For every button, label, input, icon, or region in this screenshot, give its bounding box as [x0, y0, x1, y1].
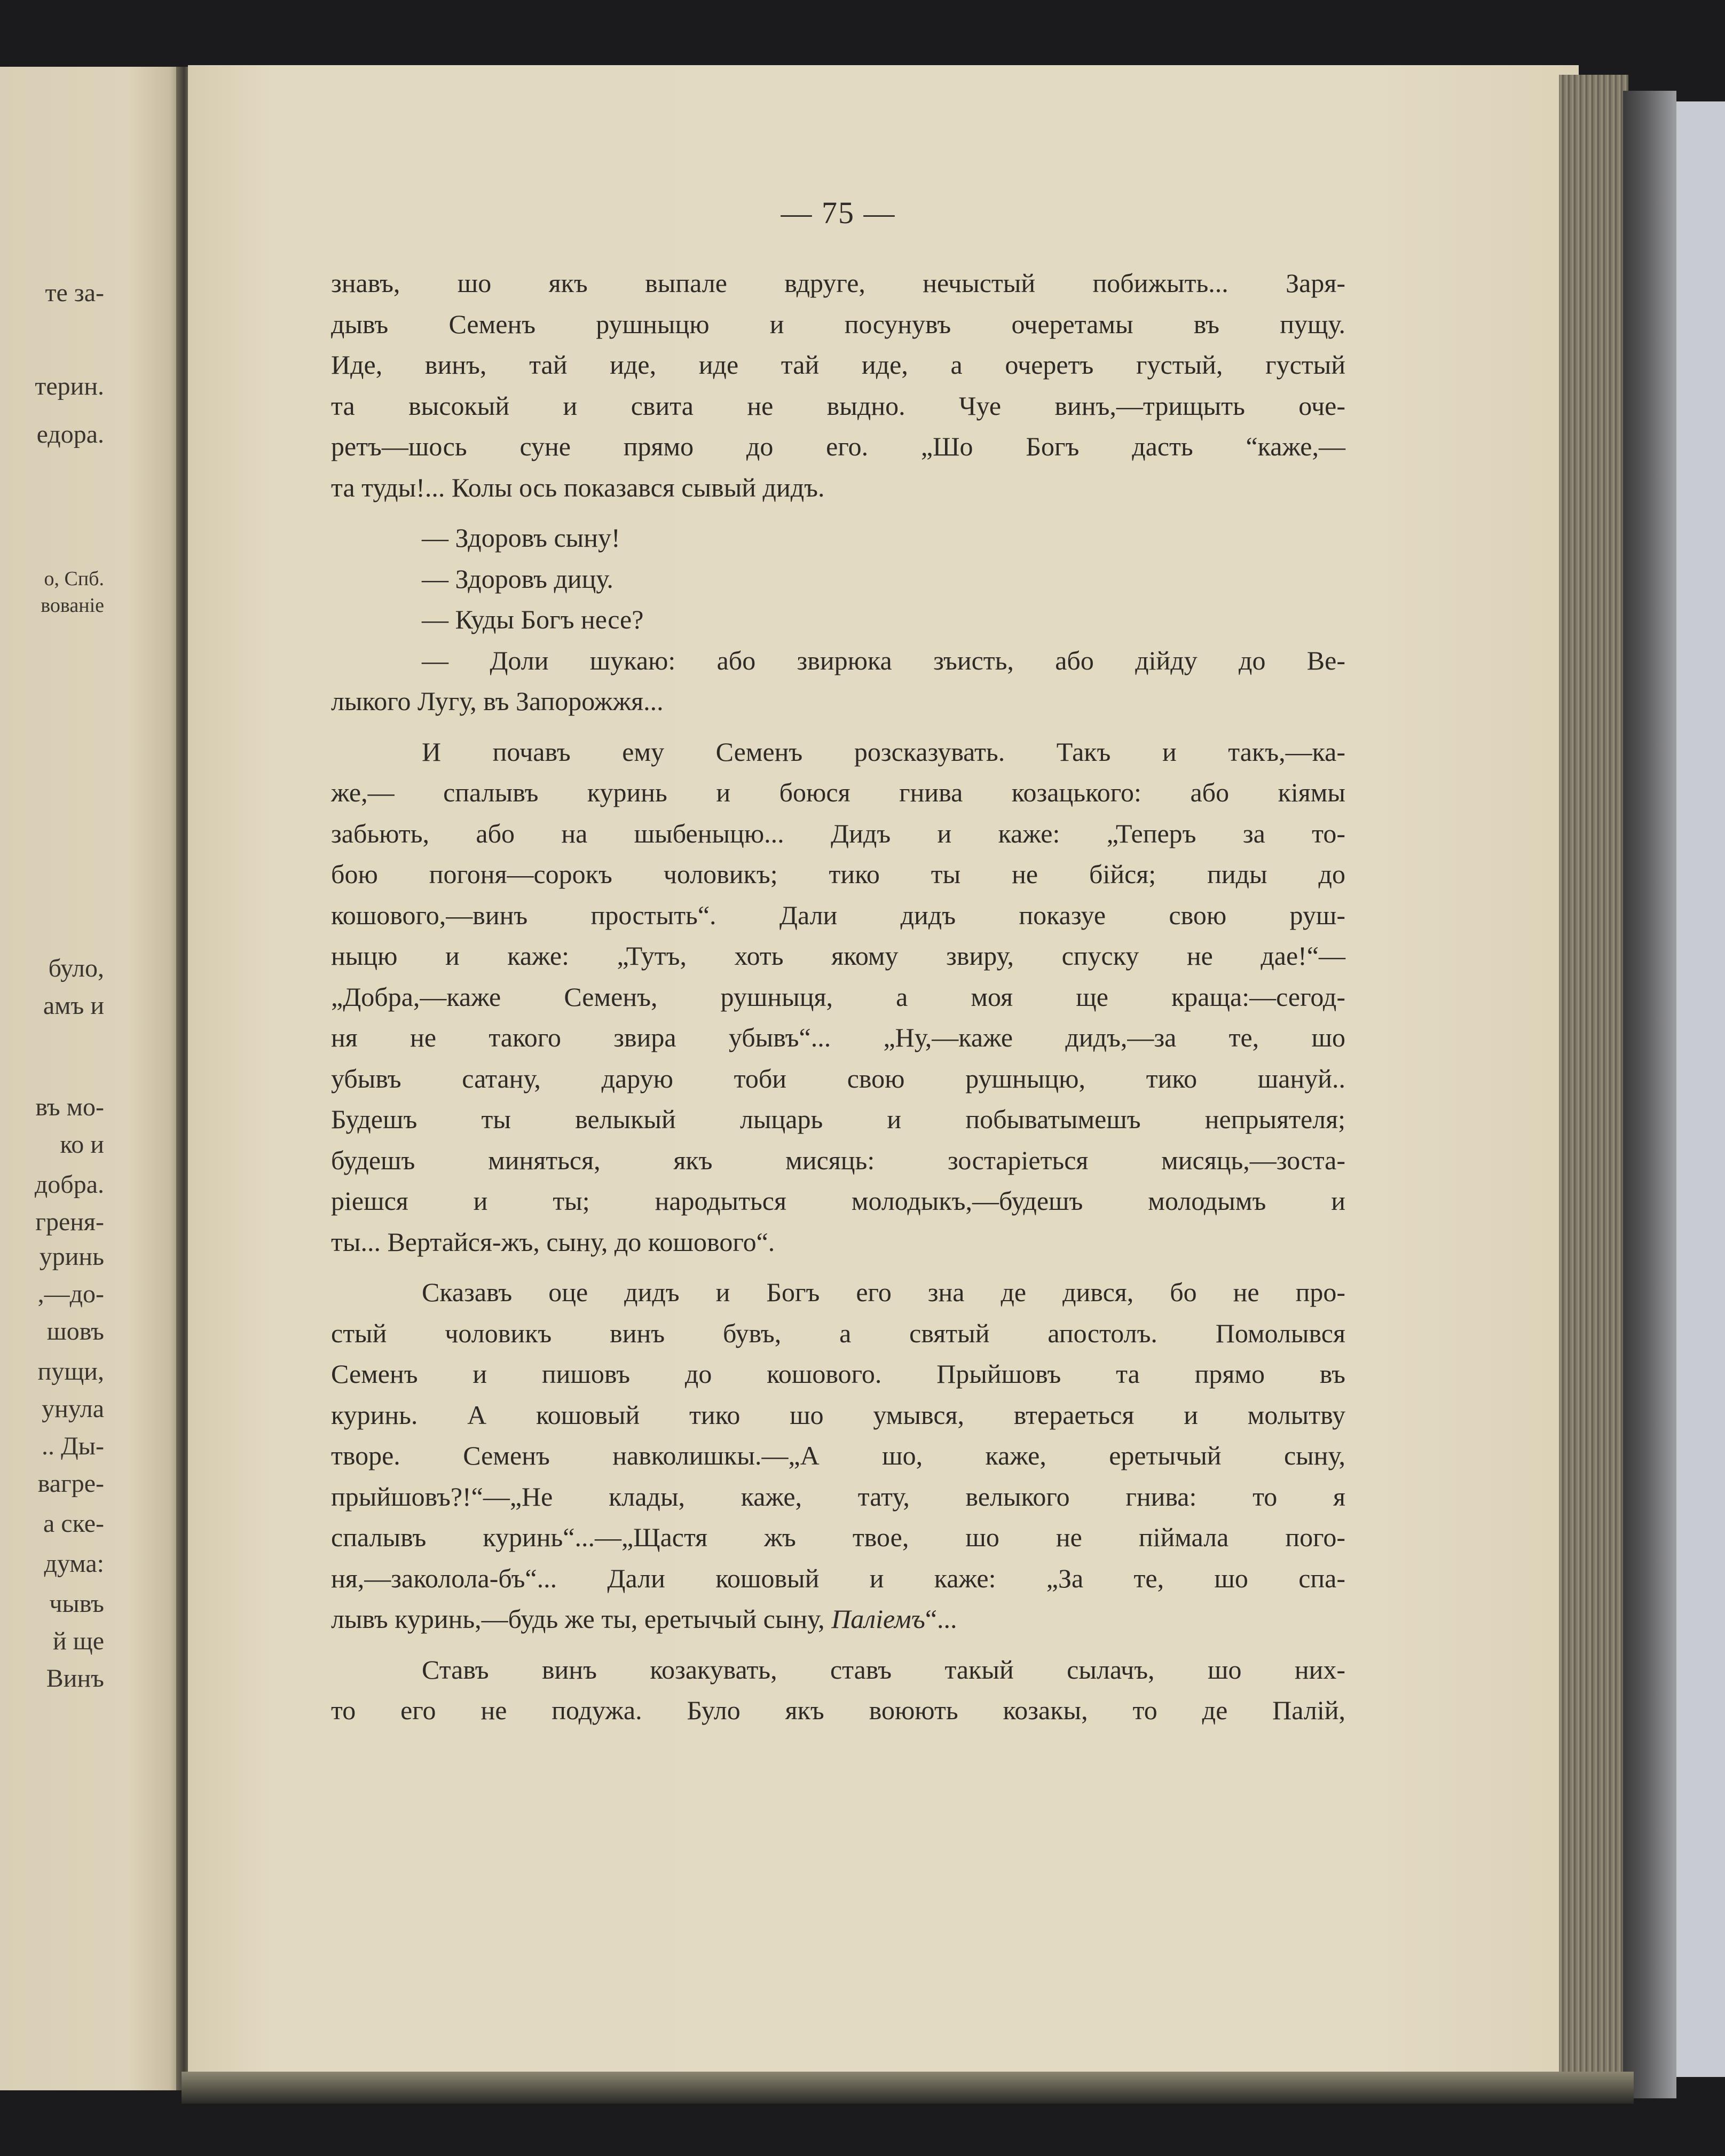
text-line: Семенъ и пишовъ до кошового. Прыйшовъ та прямо въ	[331, 1359, 1345, 1389]
left-page-fragment: едора.	[36, 420, 104, 448]
left-page-fragment: дума:	[44, 1549, 104, 1578]
text-line: ретъ—шось суне прямо до его. „Шо Богъ дасть “каже,—	[331, 431, 1345, 461]
text-line: ня не такого звира убывъ“... „Ну,—каже дидъ,—за те, шо	[331, 1022, 1345, 1052]
text-line: убывъ сатану, дарую тоби свою рушныцю, тико шануй..	[331, 1063, 1345, 1093]
left-page-fragment: те за-	[45, 279, 104, 307]
text-line: спалывъ куринь“...—„Щастя жъ твое, шо не піймала пого-	[331, 1522, 1345, 1552]
left-page-fragment: чывъ	[49, 1590, 104, 1618]
text-line: прыйшовъ?!“—„Не клады, каже, тату, велыкого гнива: то я	[331, 1481, 1345, 1512]
left-page-fragment: а ске-	[43, 1509, 104, 1538]
bottom-page-edge	[182, 2072, 1634, 2104]
text-line: лыкого Лугу, въ Запорожжя...	[331, 686, 664, 716]
left-page-fragment: шовъ	[46, 1317, 104, 1345]
left-facing-page	[0, 67, 184, 2090]
text-line: ня,—заколола-бъ“... Дали кошовый и каже: „За те, шо спа-	[331, 1563, 1345, 1593]
text-line: та туды!... Колы ось показався сывый дидъ.	[331, 472, 825, 502]
text-line: ныцю и каже: „Тутъ, хоть якому звиру, спуску не дае!“—	[331, 941, 1345, 971]
text-line: та высокый и свита не выдно. Чуе винъ,—трищыть оче-	[331, 390, 1345, 421]
italic-name: Паліемъ	[831, 1604, 925, 1634]
left-page-fragment: добра.	[34, 1170, 104, 1199]
left-page-fragment: вагре-	[37, 1469, 104, 1498]
text-line: забьють, або на шыбеныцю... Дидъ и каже: „Теперъ за то-	[331, 818, 1345, 848]
left-page-fragment: терин.	[35, 372, 104, 400]
left-page-fragment: амъ и	[43, 992, 104, 1020]
paragraph-gap	[331, 1262, 1345, 1272]
text-line: то его не подужа. Було якъ воюють козакы, то де Палій,	[331, 1695, 1345, 1725]
text-line: ты... Вертайся-жъ, сыну, до кошового“.	[331, 1226, 775, 1257]
text-line: стый чоловикъ винъ бувъ, а святый апостолъ. Помолывся	[331, 1318, 1345, 1348]
text-line: ріешся и ты; народыться молодыкъ,—будешъ молодымъ и	[331, 1186, 1345, 1216]
left-page-fragment: вованіе	[41, 594, 104, 617]
paragraph-gap	[331, 1640, 1345, 1649]
text-line: Иде, винъ, тай иде, иде тай иде, а очеретъ густый, густый	[331, 350, 1345, 380]
text-line: будешъ миняться, якъ мисяць: зостаріеться мисяць,—зоста-	[331, 1145, 1345, 1175]
body-text	[331, 263, 1345, 1731]
text-line: — Здоровъ сыну!	[422, 523, 620, 553]
left-page-fragment: .. Ды-	[42, 1432, 104, 1460]
text-line: Ставъ винъ козакувать, ставъ такый сылачъ, шо них-	[422, 1654, 1345, 1685]
text-line: бою погоня—сорокъ чоловикъ; тико ты не бійся; пиды до	[331, 859, 1345, 889]
text-line: знавъ, шо якъ выпале вдруге, нечыстый побижыть... Заря-	[331, 268, 1345, 298]
text-line: куринь. А кошовый тико шо умывся, втераеться и молытву	[331, 1399, 1345, 1430]
left-page-fragment: греня-	[35, 1208, 104, 1236]
text-line: И почавъ ему Семенъ розсказувать. Такъ и такъ,—ка-	[422, 736, 1345, 767]
text-line: — Здоровъ дицу.	[422, 563, 613, 594]
text-line: Сказавъ оце дидъ и Богъ его зна де дився, бо не про-	[422, 1277, 1345, 1307]
paragraph-gap	[331, 722, 1345, 731]
left-page-fragment: було,	[48, 954, 104, 982]
left-page-fragment: уринь	[39, 1242, 104, 1271]
text-line: творе. Семенъ навколишкы.—„А шо, каже, еретычый сыну,	[331, 1441, 1345, 1470]
left-page-fragment: пущи,	[37, 1357, 104, 1386]
left-page-fragment: ко и	[60, 1130, 104, 1159]
paragraph-gap	[331, 508, 1345, 517]
page-number: — 75 —	[781, 195, 896, 230]
left-page-fragment: унула	[42, 1395, 104, 1423]
text-line: — Доли шукаю: або звирюка зъисть, або дійду до Ве-	[422, 645, 1345, 675]
left-page-fragment: ,—до-	[37, 1280, 104, 1308]
text-line: дывъ Семенъ рушныцю и посунувъ очеретамы въ пущу.	[331, 309, 1345, 339]
text-line: — Куды Богъ несе?	[422, 604, 644, 634]
text-line: же,— спалывъ куринь и боюся гнива козацького: або кіямы	[331, 777, 1345, 807]
left-page-fragment: въ мо-	[35, 1093, 104, 1121]
book-cover-edge	[1623, 91, 1676, 2098]
left-page-fragment: Винъ	[46, 1664, 104, 1693]
left-page-fragment: й ще	[53, 1627, 104, 1655]
backdrop	[1676, 101, 1725, 2077]
text-line: лывъ куринь,—будь же ты, еретычый сыну, Паліемъ“...	[331, 1604, 957, 1634]
left-page-fragment: о, Спб.	[44, 568, 104, 590]
text-line: Будешъ ты велыкый лыцарь и побыватымешъ непрыятеля;	[331, 1104, 1345, 1134]
text-line: „Добра,—каже Семенъ, рушныця, а моя ще краща:—сегод-	[331, 981, 1345, 1012]
text-line: кошового,—винъ простыть“. Дали дидъ показуе свою руш-	[331, 900, 1345, 930]
page-edges	[1559, 75, 1628, 2098]
